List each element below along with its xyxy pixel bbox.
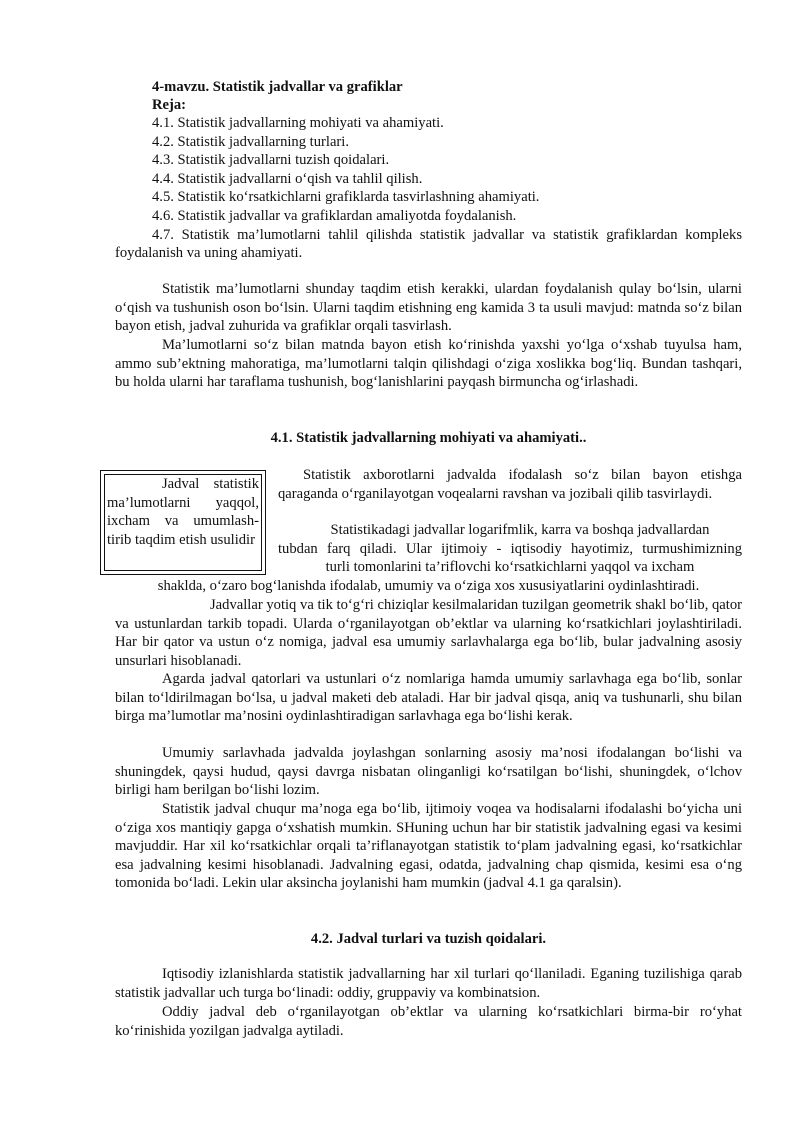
section-paragraph: Umumiy sarlavhada jadvalda joylashgan sonlarning asosiy ma’nosi ifodalangan bo‘lishi va shuningdek, qaysi hudud, qaysi davrga nisbatan olinganligi ko‘rsatilgan bo‘lishi, shuningdek, o‘lchov birligi ham berilgan bo‘lishi lozim.	[115, 745, 742, 799]
paragraph-line: turli tomonlarini ta’riflovchi ko‘rsatkichlarni yaqqol va ixcham	[325, 559, 695, 576]
definition-box	[100, 470, 266, 575]
section-paragraph: Oddiy jadval deb o‘rganilayotgan ob’ektlar va ularning ko‘rsatkichlari birma-bir ro‘yhat ko‘rinishida yozilgan jadvalga aytiladi.	[115, 1004, 742, 1039]
plan-item: 4.2. Statistik jadvallarning turlari.	[152, 133, 349, 150]
topic-title: 4-mavzu. Statistik jadvallar va grafiklar	[152, 79, 403, 95]
section-heading: 4.2. Jadval turlari va tuzish qoidalari.	[310, 931, 547, 947]
section-paragraph: Statistik axborotlarni jadvalda ifodalash so‘z bilan bayon etishga qaraganda o‘rganilayotgan voqealarni ravshan va jozibali qilib tasvirlaydi.	[278, 467, 742, 502]
section-paragraph: Statistik jadval chuqur ma’noga ega bo‘lib, ijtimoiy voqea va hodisalarni ifodalashi bo‘yicha uni o‘ziga xos mantiqiy gapga o‘xshatish mumkin. SHuning uchun har bir statistik jadvalning egasi va kesimi mavjuddir. Har xil ko‘rsatkichlar orqali ta’riflanayotgan statistik to‘plam jadvalning egasi, ko‘rsatkichlar esa jadvalning kesimi hisoblanadi. Jadvalning egasi, odatda, jadvalning chap qismida, kesimi esa o‘ng tomonida bo‘ladi. Lekin ular aksincha joylanishi ham mumkin (jadval 4.1 ga qaralsin).	[115, 801, 742, 892]
paragraph-line: tubdan farq qiladi. Ular ijtimoiy - iqtisodiy hayotimiz, turmushimizning	[278, 540, 742, 557]
section-paragraph: Iqtisodiy izlanishlarda statistik jadvallarning har xil turlari qo‘llaniladi. Eganing tuzilishiga qarab statistik jadvallar uch turga bo‘linadi: oddiy, gruppaviy va kombinatsion.	[115, 966, 742, 1001]
plan-item: 4.4. Statistik jadvallarni o‘qish va tahlil qilish.	[152, 170, 423, 187]
plan-item: 4.5. Statistik ko‘rsatkichlarni grafiklarda tasvirlashning ahamiyati.	[152, 189, 540, 206]
intro-paragraph: Statistik ma’lumotlarni shunday taqdim etish kerakki, ulardan foydalanish qulay bo‘lsin, ularni o‘qish va tushunish oson bo‘lsin. Ularni taqdim etishning eng kamida 3 ta usuli mavjud: matnda so‘z bilan bayon etish, jadval zuhurida va grafiklar orqali tasvirlash.	[115, 281, 742, 335]
intro-paragraph: Ma’lumotlarni so‘z bilan matnda bayon etish ko‘rinishda yaxshi yo‘lga o‘xshab tuyulsa ham, ammo sub’ektning mahoratiga, ma’lumotlarni talqin qilishdagi o‘ziga xoslikka bog‘liq. Bundan tashqari, bu holda ularni har taraflama tushunish, bog‘lanishlarini payqash birmuncha og‘irlashadi.	[115, 337, 742, 391]
plan-title: Reja:	[152, 97, 187, 113]
plan-list	[115, 114, 742, 263]
definition-box-inner	[104, 474, 262, 571]
plan-item: 4.3. Statistik jadvallarni tuzish qoidalari.	[152, 152, 390, 169]
paragraph-line: shaklda, o‘zaro bog‘lanishda ifodalab, umumiy va o‘ziga xos xususiyatlarini oydinlashtiradi.	[157, 578, 700, 594]
section-paragraph	[278, 521, 742, 577]
section-paragraph: Agarda jadval qatorlari va ustunlari o‘z nomlariga hamda umumiy sarlavhaga ega bo‘lib, sonlar bilan to‘ldirilmagan bo‘lsa, u jadval maketi deb ataladi. Har bir jadval qisqa, aniq va tushunarli, shu bilan birga ma’lumotlar ma’nosini oydinlashtiradigan sarlavhaga ega bo‘lishi kerak.	[115, 671, 742, 725]
paragraph-line: Statistikadagi jadvallar logarifmlik, karra va boshqa jadvallardan	[330, 522, 710, 538]
section-heading: 4.1. Statistik jadvallarning mohiyati va ahamiyati..	[270, 430, 587, 446]
plan-item: 4.1. Statistik jadvallarning mohiyati va ahamiyati.	[152, 115, 444, 131]
plan-item: 4.7. Statistik ma’lumotlarni tahlil qilishda statistik jadvallar va statistik grafiklardan kompleks foydalanish va uning ahamiyati.	[115, 226, 742, 262]
section-paragraph: Jadvallar yotiq va tik to‘g‘ri chiziqlar kesilmalaridan tuzilgan geometrik shakl bo‘lib, qator va ustunlardan tarkib topadi. Ularda o‘rganilayotgan ob’ektlar va ularning ko‘rsatkichlari joylashtiriladi. Har bir qator va ustun o‘z nomiga, jadval esa umumiy sarlavhalarga ega bo‘lib, bular jadvalning asosiy unsurlari hisoblanadi.	[115, 597, 742, 669]
plan-item: 4.6. Statistik jadvallar va grafiklardan amaliyotda foydalanish.	[152, 207, 517, 224]
definition-text: Jadval statistik ma’lumotlarni yaqqol, ixcham va umumlash-tirib taqdim etish usulidir	[107, 476, 259, 548]
